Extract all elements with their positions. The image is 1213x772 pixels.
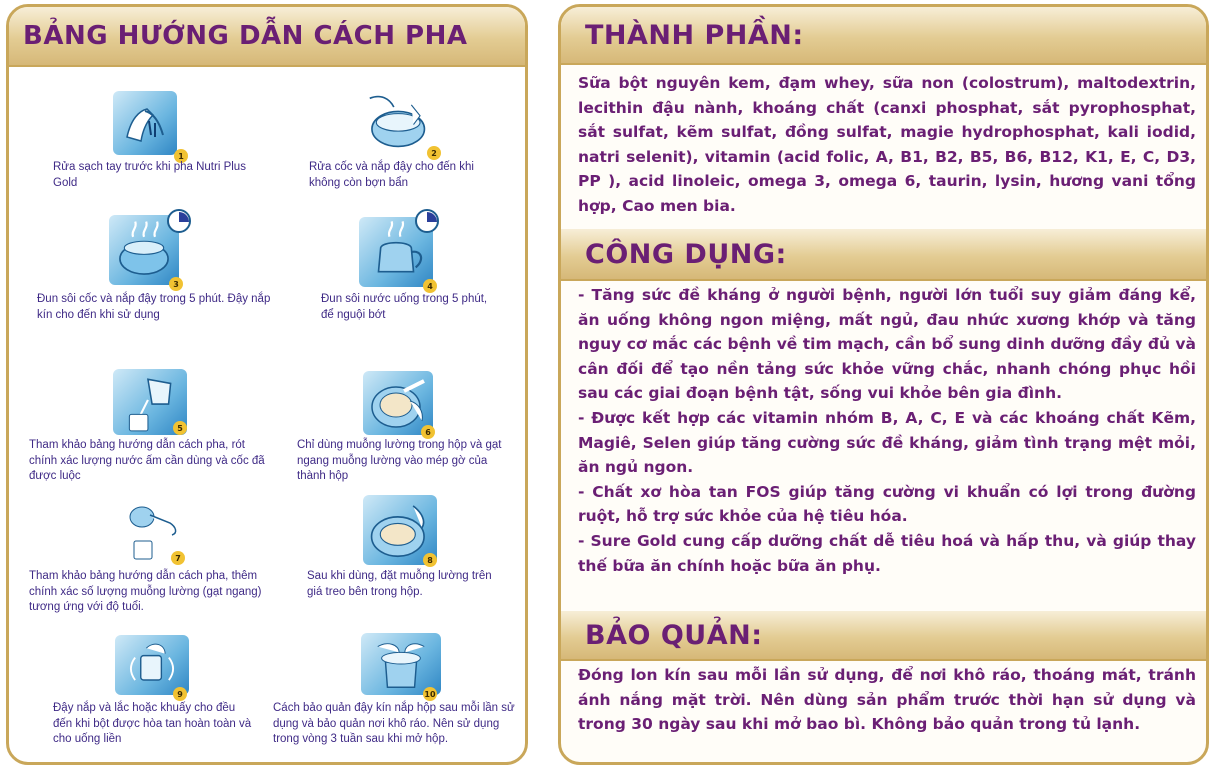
storage-heading: BẢO QUẢN:: [561, 611, 1206, 661]
cup-washing-icon: [361, 81, 431, 155]
uses-line: - Được kết hợp các vitamin nhóm B, A, C, E và các khoáng chất Kẽm, Magiê, Selen giúp tăng cường sức đề kháng, giảm tình trạng mệt mỏi, ăn ngủ ngon.: [578, 408, 1196, 477]
ingredients-text: Sữa bột nguyên kem, đạm whey, sữa non (colostrum), maltodextrin, lecithin đậu nành, khoáng chất (canxi phosphat, sắt pyrophosphat, sắt sulfat, kẽm sulfat, đồng sulfat, magie hydrophosphat, kali iodid, natri selenit), vitamin (acid folic, A, B1, B2, B5, B6, B12, K1, E, C, D3, PP ), acid linoleic, omega 3, omega 6, taurin, lysin, hương vani tổng hợp, Cao men bia.: [578, 74, 1196, 215]
preparation-guide-panel: [6, 4, 528, 765]
uses-line: - Tăng sức đề kháng ở người bệnh, người lớn tuổi suy giảm đáng kể, ăn uống không ngon miệng, mất ngủ, đau nhức xương khớp và tăng nguy cơ mắc các bệnh về tim mạch, cần bổ sung dinh dưỡng đầy đủ và cân đối để tạo nền tảng sức khỏe vững chắc, nhanh chóng phục hồi sau các giai đoạn bệnh tật, sống vui khỏe bên gia đình.: [578, 286, 1196, 403]
step-number-badge: 5: [173, 421, 187, 435]
uses-line: - Sure Gold cung cấp dưỡng chất dễ tiêu hoá và hấp thu, và giúp thay thế bữa ăn chính hoặc bữa ăn phụ.: [578, 531, 1196, 575]
step-text: Chỉ dùng muỗng lường trong hộp và gạt ngang muỗng lường vào mép gờ của thành hộp: [297, 439, 502, 482]
step-text: Đun sôi cốc và nắp đậy trong 5 phút. Đậy nắp kín cho đến khi sử dụng: [37, 293, 271, 321]
step-text: Đun sôi nước uống trong 5 phút, để nguội bớt: [321, 293, 488, 321]
step-number-badge: 7: [171, 551, 185, 565]
step-number-badge: 1: [174, 149, 188, 163]
step-number-badge: 4: [423, 279, 437, 293]
clock-icon: [167, 209, 191, 233]
step-text: Tham khảo bảng hướng dẫn cách pha, thêm chính xác số lượng muỗng lường (gạt ngang) tương ứng với độ tuổi.: [29, 570, 262, 613]
step-number-badge: 8: [423, 553, 437, 567]
uses-line: - Chất xơ hòa tan FOS giúp tăng cường vi khuẩn có lợi trong đường ruột, hỗ trợ sức khỏe của hệ tiêu hóa.: [578, 482, 1196, 526]
step-text: Rửa sạch tay trước khi pha Nutri Plus Gold: [53, 161, 246, 189]
step-number-badge: 9: [173, 687, 187, 701]
step-number-badge: 3: [169, 277, 183, 291]
step-text: Cách bảo quản đậy kín nắp hộp sau mỗi lần sử dụng và bảo quản nơi khô ráo. Nên sử dụng trong vòng 3 tuần sau khi mở hộp.: [273, 702, 515, 745]
step-number-badge: 2: [427, 146, 441, 160]
step-number-badge: 6: [421, 425, 435, 439]
step-text: Rửa cốc và nắp đậy cho đến khi không còn bợn bẩn: [309, 161, 474, 189]
step-text: Sau khi dùng, đặt muỗng lường trên giá treo bên trong hộp.: [307, 570, 492, 598]
storage-text: Đóng lon kín sau mỗi lần sử dụng, để nơi khô ráo, thoáng mát, tránh ánh nắng mặt trời. Nên dùng sản phẩm trước thời hạn sử dụng và trong 30 ngày sau khi mở bao bì. Không bảo quản trong tủ lạnh.: [578, 666, 1196, 734]
clock-icon: [415, 209, 439, 233]
product-info-panel: [558, 4, 1209, 765]
closing-can-icon: [361, 633, 441, 695]
step-text: Đậy nắp và lắc hoặc khuấy cho đều đến khi bột được hòa tan hoàn toàn và cho uống liền: [53, 702, 252, 745]
step-number-badge: 10: [423, 687, 437, 701]
uses-text: [578, 283, 1196, 578]
shaking-cup-icon: [115, 635, 189, 695]
hand-washing-icon: [113, 91, 177, 155]
guide-title: BẢNG HƯỚNG DẪN CÁCH PHA: [9, 7, 525, 67]
step-text: Tham khảo bảng hướng dẫn cách pha, rót chính xác lượng nước ấm cần dùng và cốc đã được luộc: [29, 439, 265, 482]
ingredients-heading: THÀNH PHẦN:: [561, 7, 1206, 65]
uses-heading: CÔNG DỤNG:: [561, 229, 1206, 281]
scoop-leveling-icon: [363, 371, 433, 435]
